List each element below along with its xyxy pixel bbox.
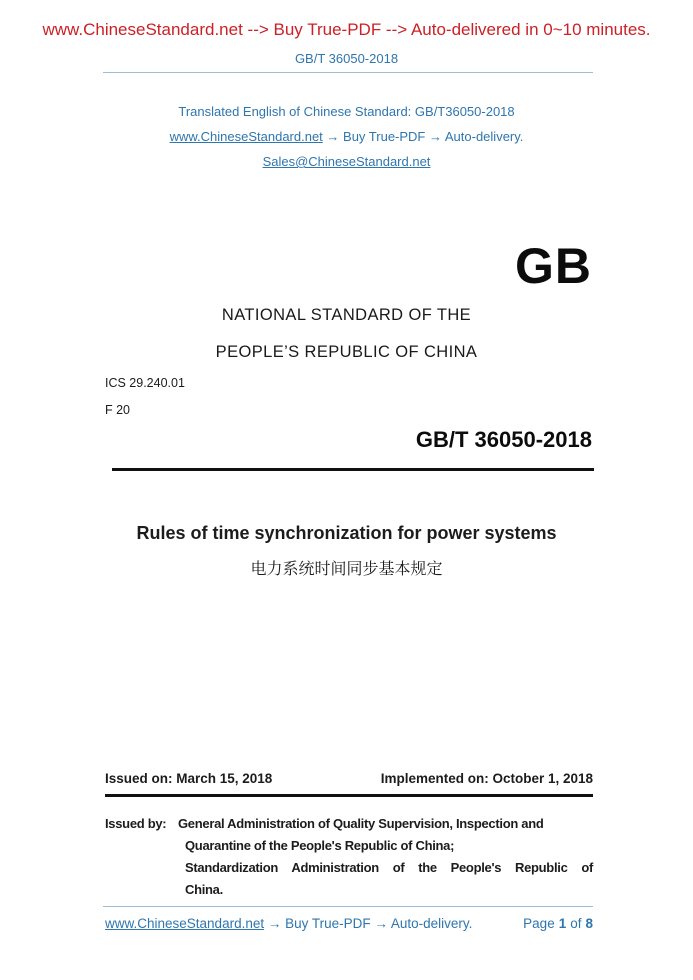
issuer-block <box>105 813 593 901</box>
dates-row <box>105 771 593 786</box>
issuer-line: General Administration of Quality Supervision, Inspection and <box>178 816 544 831</box>
header-divider <box>103 72 593 73</box>
gb-logo: GB <box>515 238 592 294</box>
issuer-line: Quarantine of the People's Republic of China; <box>185 838 455 853</box>
footer-buy-line-rest: → Buy True-PDF → Auto-delivery. <box>264 916 473 931</box>
dates-divider <box>105 794 593 797</box>
national-standard-line1: NATIONAL STANDARD OF THE <box>221 306 472 324</box>
sales-email-link[interactable]: Sales@ChineseStandard.net <box>262 154 431 169</box>
promo-banner: www.ChineseStandard.net --> Buy True-PDF --> Auto-delivered in 0~10 minutes. <box>42 20 651 39</box>
of-word: of <box>570 916 582 931</box>
footer-divider <box>103 906 593 907</box>
page-indicator <box>523 916 593 931</box>
issued-by-label: Issued by: <box>105 816 167 831</box>
page-total: 8 <box>585 916 593 931</box>
issuer-line: Standardization Administration of the People's Republic of <box>185 860 593 875</box>
ics-code: ICS 29.240.01 <box>105 376 185 390</box>
footer-buy-line <box>105 916 472 931</box>
issuer-line: China. <box>185 882 223 897</box>
footer-row <box>105 916 593 931</box>
doc-code-header: GB/T 36050-2018 <box>294 51 399 66</box>
footer-site-link[interactable]: www.ChineseStandard.net <box>105 916 265 931</box>
title-english: Rules of time synchronization for power systems <box>136 523 557 543</box>
page-word: Page <box>523 916 555 931</box>
standard-number: GB/T 36050-2018 <box>415 427 592 452</box>
national-standard-line2: PEOPLE’S REPUBLIC OF CHINA <box>215 343 478 361</box>
page-current: 1 <box>558 916 567 931</box>
implemented-on-date: Implemented on: October 1, 2018 <box>380 771 593 786</box>
title-chinese: 电力系统时间同步基本规定 <box>250 561 443 578</box>
issuer-body <box>178 813 593 901</box>
buy-pdf-line <box>0 129 693 144</box>
standard-number-divider <box>112 468 594 471</box>
classification-code: F 20 <box>105 403 131 417</box>
buy-pdf-line-rest: → Buy True-PDF → Auto-delivery. <box>322 129 524 144</box>
translated-standard-line: Translated English of Chinese Standard: GB/T36050-2018 <box>178 104 515 119</box>
issued-on-date: Issued on: March 15, 2018 <box>105 771 273 786</box>
site-link[interactable]: www.ChineseStandard.net <box>169 129 323 144</box>
sales-email-line <box>0 154 693 169</box>
